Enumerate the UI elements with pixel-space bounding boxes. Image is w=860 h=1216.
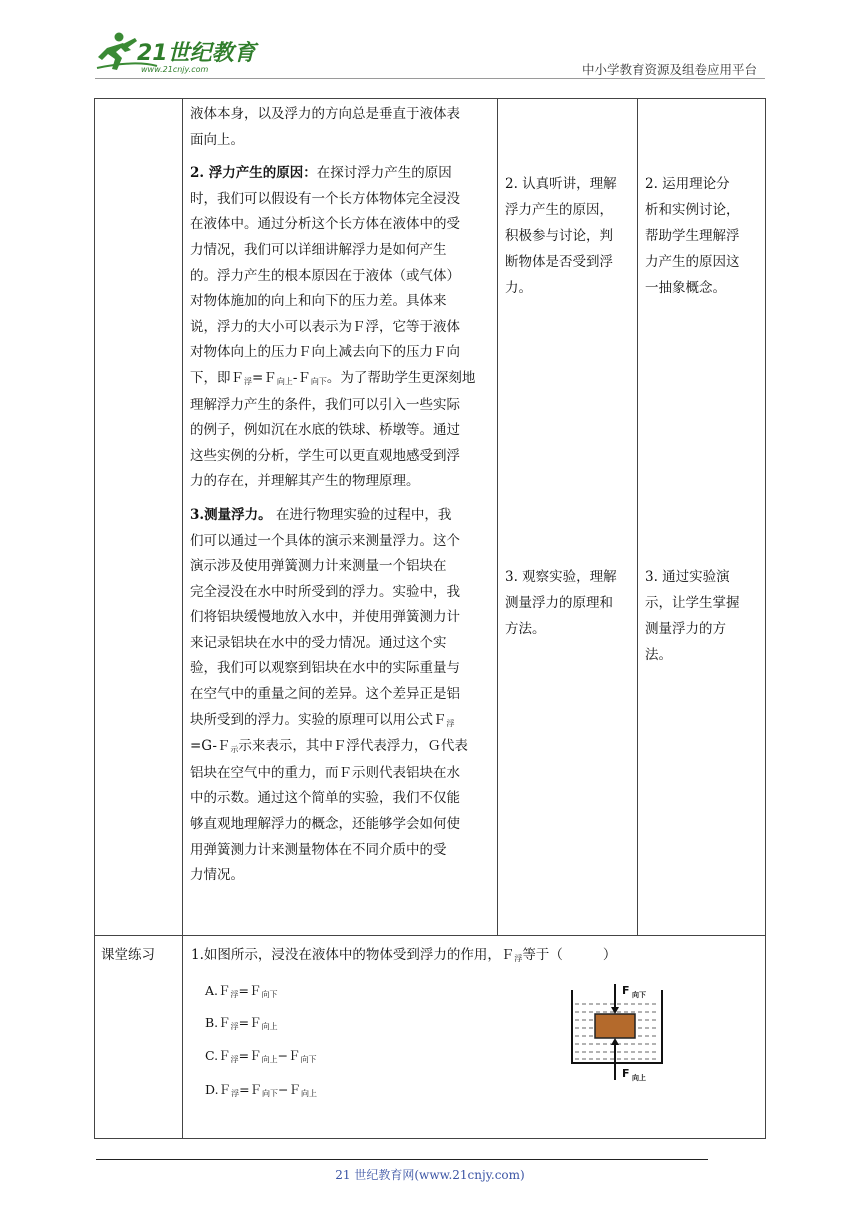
section-2-line: 的。浮力产生的根本原因在于液体（或气体） (190, 267, 460, 284)
submerged-block (595, 1014, 635, 1038)
formula-subscript: 向下 (310, 376, 327, 386)
section-2-heading: 2. 浮力产生的原因： (190, 165, 317, 182)
intro-line-1: 液体本身，以及浮力的方向总是垂直于液体表 (190, 106, 460, 122)
table-row-divider (94, 935, 766, 936)
student-line: 测量浮力的原理和 (505, 595, 613, 611)
design-purpose-3 (645, 564, 763, 668)
section-3-line: 验，我们可以观察到铝块在水中的实际重量与 (190, 660, 460, 677)
section-3-line: 中的示数。通过这个简单的实验，我们不仅能 (190, 790, 460, 807)
question-subscript: 浮 (514, 954, 523, 963)
purpose-line: 力产生的原因这 (645, 254, 740, 270)
purpose-line: 帮助学生理解浮 (645, 228, 740, 244)
page-header (95, 30, 765, 82)
force-down-label: F (622, 984, 630, 997)
purpose-line: 3. 通过实验演 (645, 569, 730, 585)
option-subscript: 向下 (261, 990, 278, 999)
buoyancy-figure (570, 982, 675, 1087)
section-2-line: 时，我们可以假设有一个长方体物体完全浸没 (190, 190, 460, 207)
option-subscript: 向上 (261, 1055, 278, 1064)
question-text: 1.如图所示，浸没在液体中的物体受到浮力的作用，Ｆ (191, 947, 515, 963)
question-text: ） (602, 947, 617, 963)
section-3-line: 在空气中的重量之间的差异。这个差异正是铝 (190, 686, 460, 703)
buoyancy-formula-line (190, 366, 492, 393)
option-subscript: 向下 (300, 1055, 317, 1064)
option-subscript: 向上 (301, 1089, 318, 1098)
purpose-line: 示，让学生掌握 (645, 595, 740, 611)
purpose-line: 测量浮力的方 (645, 621, 726, 637)
intro-line-2: 面向上。 (190, 131, 244, 148)
footer-link[interactable]: 21 世纪教育网(www.21cnjy.com) (335, 1168, 525, 1182)
purpose-line: 一抽象概念。 (645, 280, 726, 296)
table-col-divider-2 (497, 98, 498, 935)
option-text: A.Ｆ (205, 983, 231, 998)
formula-subscript: 示 (230, 745, 239, 755)
section-2-line: 理解浮力产生的条件，我们可以引入一些实际 (190, 396, 460, 413)
student-activity-3 (505, 564, 633, 642)
student-line: 2. 认真听讲，理解 (505, 176, 617, 192)
option-text: −Ｆ (278, 1082, 302, 1097)
option-text: D.Ｆ (205, 1082, 232, 1097)
section-3-line: 够直观地理解浮力的概念，还能够学会如何使 (190, 816, 460, 833)
formula-text: -Ｆ (292, 369, 311, 386)
option-text: =Ｆ (238, 1048, 262, 1063)
logo-text: 21世纪教育 (137, 41, 256, 66)
formula-text: 下，即Ｆ (190, 369, 244, 386)
force-up-subscript: 向上 (632, 1074, 646, 1082)
student-activity-2 (505, 171, 633, 301)
exercise-label: 课堂练习 (101, 947, 155, 963)
formula-text: =Ｆ (252, 369, 277, 386)
force-down-subscript: 向下 (632, 991, 646, 999)
section-3-line (190, 708, 492, 735)
option-text: B.Ｆ (205, 1015, 231, 1030)
option-text: −Ｆ (277, 1048, 301, 1063)
section-3-line: 力情况。 (190, 867, 244, 884)
section-3-line: 来记录铝块在水中的受力情况。通过这个实 (190, 634, 447, 651)
force-up-label: F (622, 1067, 630, 1080)
section-2-line: 的例子，例如沉在水底的铁球、桥墩等。通过 (190, 422, 460, 439)
header-divider (95, 78, 765, 79)
section-2-line: 对物体施加的向上和向下的压力差。具体来 (190, 293, 447, 310)
formula-text: 块所受到的浮力。实验的原理可以用公式Ｆ (190, 711, 447, 728)
question-text: 等于（ (522, 947, 563, 963)
logo-url: www.21cnjy.com (141, 65, 209, 74)
section-2-line: 这些实例的分析，学生可以更直观地感受到浮 (190, 447, 460, 464)
footer-divider (96, 1159, 708, 1160)
option-text: C.Ｆ (205, 1048, 231, 1063)
option-b (205, 1013, 278, 1031)
option-text: =Ｆ (238, 1015, 262, 1030)
section-3-line: 铝块在空气中的重力，而Ｆ示则代表铝块在水 (190, 764, 460, 781)
formula-text: 。为了帮助学生更深刻地 (326, 369, 476, 386)
student-line: 3. 观察实验，理解 (505, 569, 617, 585)
site-logo (95, 30, 265, 76)
design-purpose-2 (645, 171, 763, 301)
student-line: 力。 (505, 280, 532, 296)
table-col-divider-1 (182, 98, 183, 1139)
section-3-line: 用弹簧测力计来测量物体在不同介质中的受 (190, 841, 447, 858)
option-subscript: 浮 (230, 990, 239, 999)
section-3-heading: 3.测量浮力。 (190, 506, 272, 523)
teaching-content (190, 102, 492, 889)
student-line: 积极参与讨论，判 (505, 228, 613, 244)
student-line: 浮力产生的原因， (505, 202, 613, 218)
section-3-line: 在进行物理实验的过程中，我 (271, 506, 452, 523)
option-subscript: 浮 (230, 1022, 239, 1031)
student-line: 方法。 (505, 621, 546, 637)
purpose-line: 法。 (645, 647, 672, 663)
formula-subscript: 浮 (446, 718, 455, 728)
section-2-line: 对物体向上的压力Ｆ向上减去向下的压力Ｆ向 (190, 344, 460, 361)
section-2-line: 说，浮力的大小可以表示为Ｆ浮，它等于液体 (190, 318, 460, 335)
purpose-line: 2. 运用理论分 (645, 176, 730, 192)
section-2-line: 在液体中。通过分析这个长方体在液体中的受 (190, 216, 460, 233)
exercise-question (191, 943, 616, 963)
section-2-line: 力情况，我们可以详细讲解浮力是如何产生 (190, 241, 447, 258)
platform-name: 中小学教育资源及组卷应用平台 (581, 62, 757, 77)
section-2-line: 力的存在，并理解其产生的物理原理。 (190, 473, 420, 490)
student-line: 断物体是否受到浮 (505, 254, 613, 270)
option-c (205, 1046, 317, 1064)
table-col-divider-3 (637, 98, 638, 935)
section-3-line: 们可以通过一个具体的演示来测量浮力。这个 (190, 532, 460, 549)
section-2-line: 在探讨浮力产生的原因 (316, 165, 452, 182)
option-a (205, 981, 278, 999)
formula-text: =G-Ｆ (190, 738, 231, 755)
section-3-line: 完全浸没在水中时所受到的浮力。实验中，我 (190, 583, 460, 600)
formula-subscript: 浮 (244, 376, 252, 386)
option-subscript: 向上 (261, 1022, 278, 1031)
option-subscript: 向下 (262, 1089, 279, 1098)
option-text: =Ｆ (238, 983, 262, 998)
option-d (205, 1080, 317, 1098)
section-3-line: 演示涉及使用弹簧测力计来测量一个铝块在 (190, 558, 447, 575)
option-subscript: 浮 (231, 1089, 240, 1098)
formula-text: 示来表示，其中Ｆ浮代表浮力，Ｇ代表 (238, 738, 468, 755)
purpose-line: 析和实例讨论， (645, 202, 740, 218)
formula-subscript: 向上 (276, 376, 293, 386)
option-subscript: 浮 (230, 1055, 239, 1064)
section-3-line: 们将铝块缓慢地放入水中，并使用弹簧测力计 (190, 609, 460, 626)
option-text: =Ｆ (239, 1082, 263, 1097)
measure-formula-line (190, 734, 492, 761)
